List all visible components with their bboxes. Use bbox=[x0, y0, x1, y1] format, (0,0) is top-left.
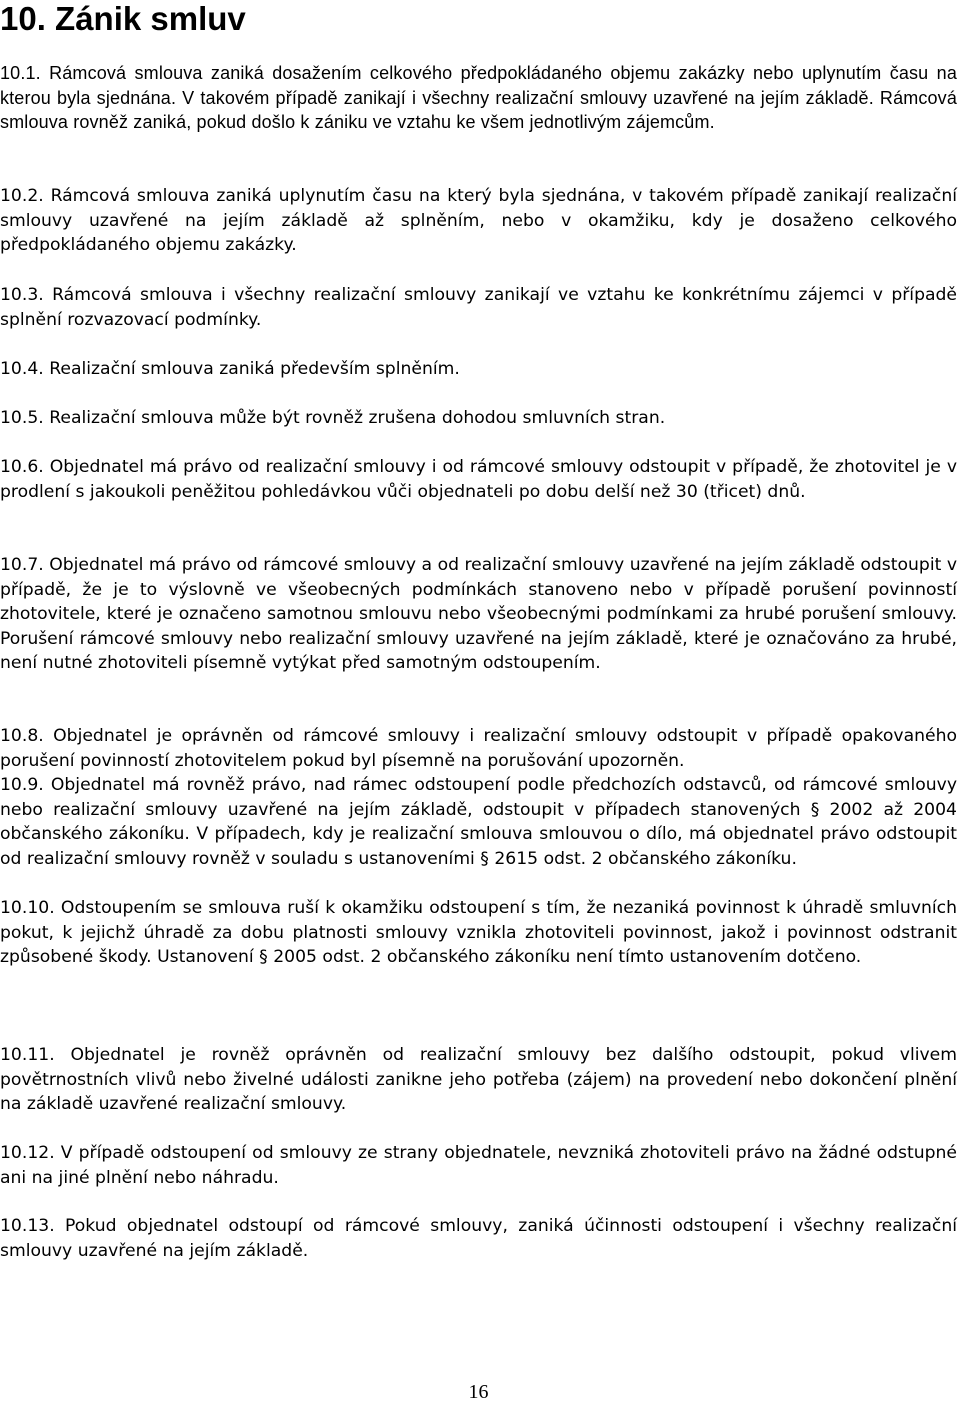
paragraph-10-6: 10.6. Objednatel má právo od realizační smlouvy i od rámcové smlouvy odstoupit v případě, že zhotovitel je v prodlení s jakoukoli peněžitou pohledávkou vůči objednateli po dobu delší než 30 (třicet) dnů. bbox=[0, 457, 957, 502]
paragraph-10-8: 10.8. Objednatel je oprávněn od rámcové smlouvy i realizační smlouvy odstoupit v případě opakovaného porušení povinností zhotovitelem pokud byl písemně na porušování upozorněn. bbox=[0, 726, 957, 771]
paragraph-10-10: 10.10. Odstoupením se smlouva ruší k okamžiku odstoupení s tím, že nezaniká povinnost k úhradě smluvních pokut, k jejichž úhradě za dobu platnosti smlouvy vznikla zhotoviteli povinnost, jakož i povinnost odstranit způsobené škody. Ustanovení § 2005 odst. 2 občanského zákoníku není tímto ustanovením dotčeno. bbox=[0, 898, 957, 967]
section-title: 10. Zánik smluv bbox=[0, 0, 246, 37]
paragraph-10-2: 10.2. Rámcová smlouva zaniká uplynutím času na který byla sjednána, v takovém případě zanikají realizační smlouvy uzavřené na jejím základě až splněním, nebo v okamžiku, kdy je dosaženo celkového předpokládaného objemu zakázky. bbox=[0, 186, 957, 255]
paragraph-10-3: 10.3. Rámcová smlouva i všechny realizační smlouvy zanikají ve vztahu ke konkrétnímu zájemci v případě splnění rozvazovací podmínky. bbox=[0, 285, 957, 330]
paragraph-10-1: 10.1. Rámcová smlouva zaniká dosažením celkového předpokládaného objemu zakázky nebo uplynutím času na kterou byla sjednána. V takovém případě zanikají i všechny realizační smlouvy uzavřené na jejím základě. Rámcová smlouva rovněž zaniká, pokud došlo k zániku ve vztahu ke všem jednotlivým zájemcům. bbox=[0, 63, 957, 132]
paragraph-10-5: 10.5. Realizační smlouva může být rovněž zrušena dohodou smluvních stran. bbox=[0, 408, 666, 428]
paragraph-10-4: 10.4. Realizační smlouva zaniká především splněním. bbox=[0, 359, 460, 379]
paragraph-10-11: 10.11. Objednatel je rovněž oprávněn od realizační smlouvy bez dalšího odstoupit, pokud vlivem povětrnostních vlivů nebo živelné události zanikne jeho potřeba (zájem) na provedení nebo dokončení plnění na základě uzavřené realizační smlouvy. bbox=[0, 1045, 957, 1114]
page-number: 16 bbox=[468, 1381, 489, 1403]
paragraph-10-9: 10.9. Objednatel má rovněž právo, nad rámec odstoupení podle předchozích odstavců, od rámcové smlouvy nebo realizační smlouvy uzavřené na jejím základě, odstoupit v případech stanovených § 2002 až 2004 občanského zákoníku. V případech, kdy je realizační smlouva smlouvou o dílo, má objednatel právo odstoupit od realizační smlouvy rovněž v souladu s ustanoveními § 2615 odst. 2 občanského zákoníku. bbox=[0, 775, 957, 869]
paragraph-10-12: 10.12. V případě odstoupení od smlouvy ze strany objednatele, nevzniká zhotoviteli právo na žádné odstupné ani na jiné plnění nebo náhradu. bbox=[0, 1143, 957, 1188]
paragraph-10-13: 10.13. Pokud objednatel odstoupí od rámcové smlouvy, zaniká účinnosti odstoupení i všechny realizační smlouvy uzavřené na jejím základě. bbox=[0, 1216, 957, 1261]
paragraph-10-7: 10.7. Objednatel má právo od rámcové smlouvy a od realizační smlouvy uzavřené na jejím základě odstoupit v případě, že je to výslovně ve všeobecných podmínkách stanoveno nebo v případě porušení povinností zhotovitele, které je označeno samotnou smlouvu nebo všeobecnými podmínkami za hrubé porušení smlouvy. Porušení rámcové smlouvy nebo realizační smlouvy uzavřené na jejím základě, které je označováno za hrubé, není nutné zhotoviteli písemně vytýkat před samotným odstoupením. bbox=[0, 555, 957, 673]
